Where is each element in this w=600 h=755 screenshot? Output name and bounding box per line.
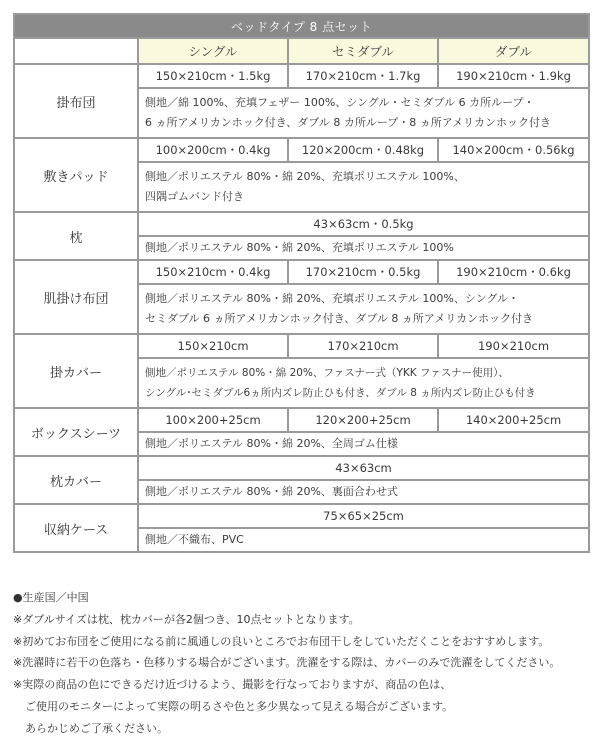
- material-line: 側地／ポリエステル 80%・綿 20%、全周ゴム仕様: [145, 437, 398, 450]
- item-name-storage-case: 収納ケース: [14, 504, 138, 552]
- item-material: [138, 236, 589, 260]
- item-material: [138, 358, 589, 408]
- item-value: 150×210cm: [138, 334, 288, 358]
- item-value: 190×210cm・0.6kg: [438, 260, 589, 284]
- size-header-semi-double: セミダブル: [288, 38, 438, 64]
- item-value: 120×200cm・0.48kg: [288, 138, 438, 162]
- note-color-cont: ご使用のモニターによって実際の明るさや色と多少異なって見える場合がございます。: [25, 699, 454, 713]
- spec-table: [13, 13, 590, 553]
- material-line: 四隅ゴムバンド付き: [145, 190, 244, 203]
- item-value: 120×200+25cm: [288, 408, 438, 432]
- note-first-use: ※初めてお布団をご使用になる前に風通しの良いところでお布団干しをしていただくことをおすすめします。: [13, 634, 550, 648]
- note-double-size: ※ダブルサイズは枕、枕カバーが各2個つき、10点セットとなります。: [13, 612, 360, 626]
- item-name-pillow: 枕: [14, 212, 138, 260]
- item-value: 150×210cm・1.5kg: [138, 64, 288, 88]
- spec-table-wrapper: [13, 13, 588, 553]
- item-material: [138, 88, 589, 138]
- item-value: 170×210cm: [288, 334, 438, 358]
- item-value: 100×200cm・0.4kg: [138, 138, 288, 162]
- item-value: 170×210cm・0.5kg: [288, 260, 438, 284]
- size-header-single: シングル: [138, 38, 288, 64]
- item-material: [138, 528, 589, 552]
- item-value: 75×65×25cm: [138, 504, 589, 528]
- note-color-end: あらかじめご了承ください。: [25, 721, 168, 735]
- item-value: 43×63cm: [138, 456, 589, 480]
- item-name-hadagake: 肌掛け布団: [14, 260, 138, 334]
- item-name-pillow-cover: 枕カバー: [14, 456, 138, 504]
- note-washing: ※洗濯時に若干の色落ち・色移りする場合がございます。洗濯をする際は、カバーのみで洗濯をしてください。: [13, 656, 561, 670]
- item-value: 100×200+25cm: [138, 408, 288, 432]
- material-line: 側地／ポリエステル 80%・綿 20%、充填ポリエステル 100%、: [145, 170, 465, 183]
- material-line: 側地／ポリエステル 80%・綿 20%、裏面合わせ式: [145, 485, 398, 498]
- material-line: セミダブル 6 ヵ所アメリカンホック付き、ダブル 8 ヵ所アメリカンホック付き: [145, 312, 534, 325]
- material-line: 側地／不織布、PVC: [145, 533, 244, 546]
- item-value: 190×210cm・1.9kg: [438, 64, 589, 88]
- item-material: [138, 432, 589, 456]
- item-value: 150×210cm・0.4kg: [138, 260, 288, 284]
- item-name-pad: 敷きパッド: [14, 138, 138, 212]
- size-header-double: ダブル: [438, 38, 589, 64]
- material-line: 側地／ポリエステル 80%・綿 20%、充填ポリエステル 100%: [145, 241, 454, 254]
- item-material: [138, 162, 589, 212]
- material-line: 側地／綿 100%、充填フェザー 100%、シングル・セミダブル 6 カ所ループ・: [145, 96, 535, 109]
- item-name-box-sheet: ボックスシーツ: [14, 408, 138, 456]
- item-material: [138, 284, 589, 334]
- table-title: ベッドタイプ 8 点セット: [14, 14, 589, 38]
- item-value: 190×210cm: [438, 334, 589, 358]
- item-name-cover: 掛カバー: [14, 334, 138, 408]
- header-blank-cell: [14, 38, 138, 64]
- note-origin: ●生産国／中国: [13, 591, 89, 604]
- material-line: 6 ヵ所アメリカンホック付き、ダブル 8 カ所ループ・8 ヵ所アメリカンホック付き: [145, 116, 552, 129]
- item-value: 140×200+25cm: [438, 408, 589, 432]
- item-value: 170×210cm・1.7kg: [288, 64, 438, 88]
- note-color: ※実際の商品の色にできるだけ近づけるよう、撮影を行なっておりますが、商品の色は、: [13, 678, 452, 692]
- item-value: 43×63cm・0.5kg: [138, 212, 589, 236]
- material-line: 側地／ポリエステル 80%・綿 20%、ファスナー式（YKK ファスナー使用）、: [145, 367, 509, 379]
- material-line: シングル･セミダブル6ヵ所内ズレ防止ひも付き、ダブル 8 ヵ所内ズレ防止ひも付き: [145, 387, 536, 399]
- item-material: [138, 480, 589, 504]
- item-name-kakebuton: 掛布団: [14, 64, 138, 138]
- material-line: 側地／ポリエステル 80%・綿 20%、充填ポリエステル 100%、シングル・: [145, 292, 520, 305]
- item-value: 140×200cm・0.56kg: [438, 138, 589, 162]
- notes-section: [13, 587, 598, 740]
